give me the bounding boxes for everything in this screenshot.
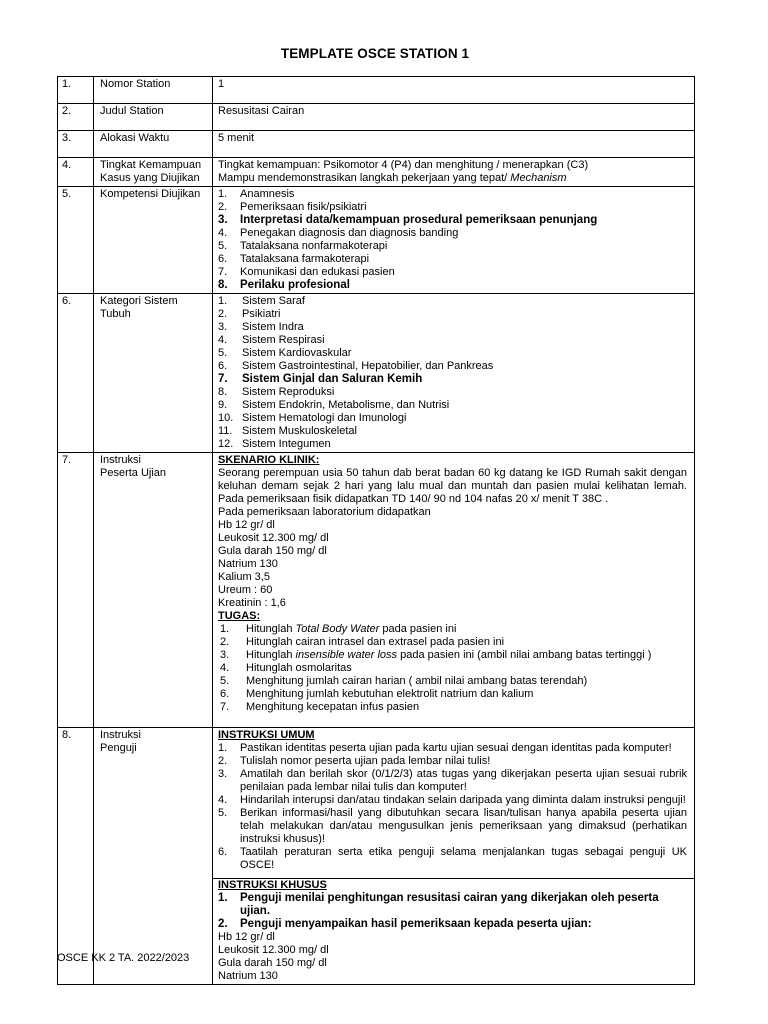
list-item <box>218 794 687 807</box>
list-item-text: Sistem Indra <box>242 321 304 333</box>
list-item <box>218 214 687 227</box>
row-label-line: Tubuh <box>100 308 131 320</box>
instruksi-umum-section <box>213 729 694 879</box>
list-item-number: 1. <box>220 623 230 635</box>
table-row-tingkat-kemampuan <box>58 158 695 187</box>
lab-value: Ureum : 60 <box>218 584 273 596</box>
list-item-text: Sistem Muskuloskeletal <box>242 425 357 437</box>
list-item-number: 3. <box>220 649 230 661</box>
italic-term: insensible water loss <box>295 649 398 661</box>
list-item <box>218 649 687 662</box>
row-number: 1. <box>58 77 94 104</box>
list-item-text: Hitunglah cairan intrasel dan extrasel pada pasien ini <box>246 636 505 648</box>
list-item-number: 10. <box>218 412 234 424</box>
row-number: 5. <box>58 187 94 294</box>
mechanism-text: Mechanism <box>510 172 567 184</box>
page-title: TEMPLATE OSCE STATION 1 <box>280 46 470 61</box>
list-item-text: Perilaku profesional <box>240 279 350 291</box>
list-item <box>218 846 687 872</box>
list-item-number: 1. <box>218 295 228 307</box>
list-item <box>218 201 687 214</box>
list-item-text: Tulislah nomor peserta ujian pada lembar nilai tulis! <box>240 755 491 767</box>
instruksi-penguji-content <box>213 728 695 985</box>
list-item <box>218 188 687 201</box>
list-item-number: 3. <box>218 768 228 780</box>
list-item-number: 1. <box>218 742 228 754</box>
list-item-text: Taatilah peraturan serta etika penguji selama menjalankan tugas sebagai penguji UK OSCE! <box>240 846 687 871</box>
list-item <box>218 253 687 266</box>
list-item-text: Menghitung jumlah cairan harian ( ambil nilai ambang batas terendah) <box>246 675 588 687</box>
list-item-number: 1. <box>218 892 228 904</box>
row-label-line: Instruksi <box>100 729 141 741</box>
row-label-line: Peserta Ujian <box>100 467 167 479</box>
list-item <box>218 742 687 755</box>
row-label-line: Penguji <box>100 742 137 754</box>
table-row-kompetensi <box>58 187 695 294</box>
list-item <box>218 240 687 253</box>
list-item-text: Hindarilah interupsi dan/atau tindakan selain daripada yang diminta dalam instruksi penguji! <box>240 794 686 806</box>
list-item-number: 5. <box>218 347 228 359</box>
list-item <box>218 623 687 636</box>
table-row-kategori-sistem <box>58 294 695 453</box>
list-item-text: Tatalaksana nonfarmakoterapi <box>240 240 388 252</box>
table-row-instruksi-peserta <box>58 453 695 728</box>
table-row-judul-station <box>58 104 695 131</box>
list-item-text: Sistem Hematologi dan Imunologi <box>242 412 407 424</box>
list-item-text: Anamnesis <box>240 188 295 200</box>
list-item-text: Penguji menilai penghitungan resusitasi cairan yang dikerjakan oleh peserta ujian. <box>240 892 659 917</box>
list-item-text: Komunikasi dan edukasi pasien <box>240 266 395 278</box>
list-item-text: Penguji menyampaikan hasil pemeriksaan kepada peserta ujian: <box>240 918 592 930</box>
general-heading: INSTRUKSI UMUM <box>218 729 315 741</box>
list-item-number: 6. <box>218 846 228 858</box>
list-item-text: Sistem Integumen <box>242 438 331 450</box>
list-item-number: 2. <box>218 201 228 213</box>
lab-value: Kalium 3,5 <box>218 571 270 583</box>
list-item <box>218 321 687 334</box>
list-item-number: 4. <box>218 794 228 806</box>
list-item-number: 12. <box>218 438 234 450</box>
row-label <box>94 294 213 453</box>
list-item <box>218 227 687 240</box>
list-item-number: 3. <box>218 214 228 226</box>
row-number: 6. <box>58 294 94 453</box>
list-item-text: Hitunglah insensible water loss pada pasien ini (ambil nilai ambang batas tertinggi ) <box>246 649 652 661</box>
scenario-heading: SKENARIO KLINIK: <box>218 454 320 466</box>
list-item-number: 7. <box>220 701 230 713</box>
list-item <box>218 334 687 347</box>
list-item-text: Pemeriksaan fisik/psikiatri <box>240 201 367 213</box>
list-item-text: Berikan informasi/hasil yang dibutuhkan secara lisan/tulisan hanya apabila peserta ujian telah melakukan dan/atau mengusulkan jenis pemeriksaan yang dimaksud (perhatikan instruksi khusus)! <box>240 807 687 845</box>
row-number: 3. <box>58 131 94 158</box>
list-item-number: 2. <box>220 636 230 648</box>
row-label <box>94 728 213 985</box>
lab-value: Hb 12 gr/ dl <box>218 519 275 531</box>
list-item <box>218 755 687 768</box>
lab-value: Gula darah 150 mg/ dl <box>218 957 327 969</box>
row-label-line: Instruksi <box>100 454 141 466</box>
list-item-number: 2. <box>218 308 228 320</box>
list-item <box>218 662 687 675</box>
list-item <box>218 807 687 846</box>
special-heading: INSTRUKSI KHUSUS <box>218 879 327 891</box>
list-item-text: Sistem Gastrointestinal, Hepatobilier, dan Pankreas <box>242 360 494 372</box>
list-item <box>218 279 687 292</box>
list-item <box>218 438 687 451</box>
lab-value: Kreatinin : 1,6 <box>218 597 286 609</box>
list-item-text: Hitunglah osmolaritas <box>246 662 352 674</box>
list-item <box>218 295 687 308</box>
list-item-number: 2. <box>218 918 228 930</box>
row-number: 2. <box>58 104 94 131</box>
row-value: Resusitasi Cairan <box>213 104 695 131</box>
list-item <box>218 425 687 438</box>
lab-value: Leukosit 12.300 mg/ dl <box>218 532 329 544</box>
kompetensi-list <box>213 187 695 294</box>
footer-text: OSCE KK 2 TA. 2022/2023 <box>57 952 190 964</box>
list-item-text: Psikiatri <box>242 308 281 320</box>
list-item <box>218 373 687 386</box>
mampu-text-main: Mampu mendemonstrasikan langkah pekerjaan yang tepat/ <box>218 172 511 184</box>
list-item-text: Menghitung jumlah kebutuhan elektrolit natrium dan kalium <box>246 688 534 700</box>
lab-value: Natrium 130 <box>218 970 278 982</box>
list-item-text: Sistem Ginjal dan Saluran Kemih <box>242 373 423 385</box>
lab-value: Hb 12 gr/ dl <box>218 931 275 943</box>
list-item-number: 4. <box>218 334 228 346</box>
instruksi-peserta-content <box>213 453 695 728</box>
row-number: 7. <box>58 453 94 728</box>
list-item-text: Sistem Endokrin, Metabolisme, dan Nutrisi <box>242 399 450 411</box>
list-item-text: Sistem Saraf <box>242 295 305 307</box>
list-item <box>218 386 687 399</box>
row-label: Alokasi Waktu <box>94 131 213 158</box>
lab-value: Gula darah 150 mg/ dl <box>218 545 327 557</box>
list-item <box>218 768 687 794</box>
list-item-number: 6. <box>218 360 228 372</box>
row-number: 4. <box>58 158 94 187</box>
list-item-number: 6. <box>218 253 228 265</box>
instruksi-khusus-section <box>218 879 687 983</box>
sistem-list <box>213 294 695 453</box>
list-item <box>218 636 687 649</box>
tasks-heading: TUGAS: <box>218 610 261 622</box>
row-label <box>94 158 213 187</box>
lab-value: Leukosit 12.300 mg/ dl <box>218 944 329 956</box>
list-item-number: 5. <box>218 807 228 819</box>
osce-station-table <box>57 76 695 985</box>
list-item <box>218 892 687 918</box>
list-item-number: 7. <box>218 266 228 278</box>
row-value <box>213 158 695 187</box>
scenario-text: Seorang perempuan usia 50 tahun dab berat badan 60 kg datang ke IGD Rumah sakit dengan keluhan demam sejak 2 hari yang lalu mual dan muntah dan pasien mulai kelihatan lemah. Pada pemeriksaan fisik didapatkan TD 140/ 90 nd 104 nafas 20 x/ menit T 38C . <box>218 467 687 505</box>
table-row-instruksi-penguji <box>58 728 695 985</box>
list-item-text: Tatalaksana farmakoterapi <box>240 253 370 265</box>
list-item-text: Sistem Reproduksi <box>242 386 335 398</box>
list-item-number: 4. <box>220 662 230 674</box>
row-label: Nomor Station <box>94 77 213 104</box>
row-value: 5 menit <box>213 131 695 158</box>
list-item-text: Sistem Kardiovaskular <box>242 347 352 359</box>
row-label-line: Kasus yang Diujikan <box>100 172 200 184</box>
list-item-number: 2. <box>218 755 228 767</box>
list-item-text: Hitunglah Total Body Water pada pasien ini <box>246 623 457 635</box>
list-item-text: Sistem Respirasi <box>242 334 325 346</box>
list-item <box>218 308 687 321</box>
list-item <box>218 266 687 279</box>
list-item <box>218 360 687 373</box>
lab-value: Natrium 130 <box>218 558 278 570</box>
row-label-line: Tingkat Kemampuan <box>100 159 202 171</box>
list-item-number: 1. <box>218 188 228 200</box>
row-label-line: Kategori Sistem <box>100 295 178 307</box>
list-item-number: 7. <box>218 373 228 385</box>
list-item-number: 5. <box>218 240 228 252</box>
table-row-alokasi-waktu <box>58 131 695 158</box>
list-item <box>218 399 687 412</box>
row-label <box>94 453 213 728</box>
tingkat-kemampuan-text: Tingkat kemampuan: Psikomotor 4 (P4) dan menghitung / menerapkan (C3) <box>218 159 589 171</box>
list-item <box>218 675 687 688</box>
list-item-number: 3. <box>218 321 228 333</box>
list-item-number: 11. <box>218 425 233 437</box>
list-item-number: 5. <box>220 675 230 687</box>
list-item-number: 6. <box>220 688 230 700</box>
list-item <box>218 701 687 714</box>
list-item-text: Amatilah dan berilah skor (0/1/2/3) atas tugas yang dikerjakan peserta ujian sesuai rubrik penilaian pada lembar nilai tulis dan komputer! <box>240 768 687 793</box>
list-item <box>218 918 687 931</box>
row-label: Kompetensi Diujikan <box>94 187 213 294</box>
list-item <box>218 412 687 425</box>
list-item-text: Pastikan identitas peserta ujian pada kartu ujian sesuai dengan identitas pada komputer! <box>240 742 672 754</box>
list-item-number: 8. <box>218 279 228 291</box>
table-row-nomor-station <box>58 77 695 104</box>
list-item-text: Interpretasi data/kemampuan prosedural pemeriksaan penunjang <box>240 214 598 226</box>
list-item-number: 8. <box>218 386 228 398</box>
list-item-text: Menghitung kecepatan infus pasien <box>246 701 420 713</box>
list-item-text: Penegakan diagnosis dan diagnosis banding <box>240 227 459 239</box>
list-item <box>218 347 687 360</box>
list-item-number: 4. <box>218 227 228 239</box>
mampu-text <box>218 172 687 185</box>
row-value: 1 <box>213 77 695 104</box>
row-number: 8. <box>58 728 94 985</box>
lab-intro: Pada pemeriksaan laboratorium didapatkan <box>218 506 431 518</box>
italic-term: Total Body Water <box>295 623 380 635</box>
row-label: Judul Station <box>94 104 213 131</box>
list-item-number: 9. <box>218 399 228 411</box>
list-item <box>218 688 687 701</box>
